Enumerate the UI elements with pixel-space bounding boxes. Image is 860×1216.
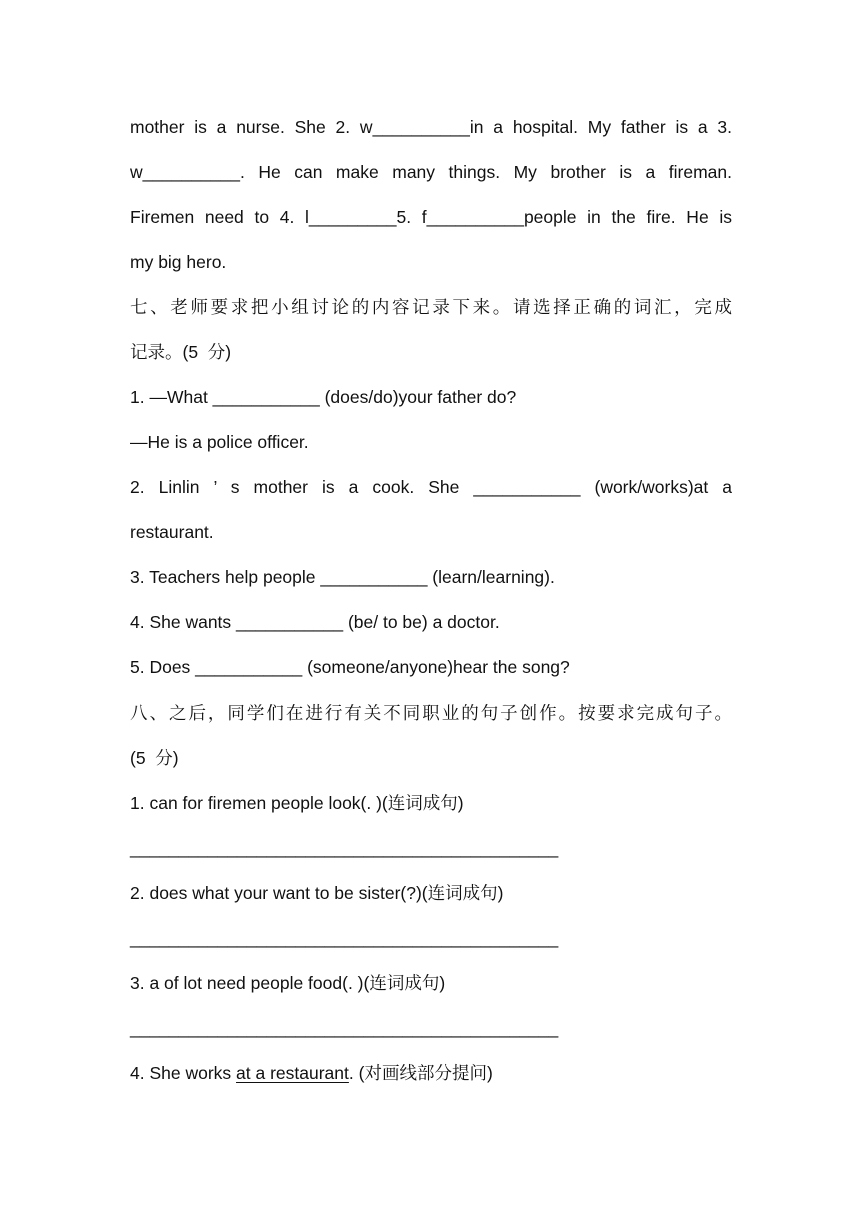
passage-line-4: my big hero. [130,252,227,272]
answer-blank-2[interactable]: ____________________________________________ [130,928,559,948]
question-4-prefix: 4. She works [130,1063,237,1083]
passage-line-1: mother is a nurse. She 2. w__________in a hospital. My father is a 3. [130,117,732,137]
section7-question-5: 5. Does ___________ (someone/anyone)hear the song? [130,657,570,677]
section8-heading: 八、之后，同学们在进行有关不同职业的句子创作。按要求完成句子。 [130,703,732,723]
passage-line-3: Firemen need to 4. l_________5. f__________people in the fire. He is [130,207,732,227]
section7-question-1-answer: —He is a police officer. [130,432,309,452]
section7-question-2: 2. Linlin ’ s mother is a cook. She ___________ (work/works)at a [130,477,732,497]
underlined-phrase: at a restaurant [236,1063,349,1083]
section8-question-4 [130,1062,493,1084]
section8-question-2: 2. does what your want to be sister(?)(连词成句) [130,883,504,903]
section8-question-1: 1. can for firemen people look(. )(连词成句) [130,793,464,813]
section8-question-3: 3. a of lot need people food(. )(连词成句) [130,973,446,993]
question-4-suffix: . (对画线部分提问) [348,1063,493,1083]
section7-question-4: 4. She wants ___________ (be/ to be) a doctor. [130,612,500,632]
section7-question-3: 3. Teachers help people ___________ (learn/learning). [130,567,555,587]
section7-heading-cont: 记录。(5 分) [130,342,232,362]
answer-blank-1[interactable]: ____________________________________________ [130,838,559,858]
section7-question-2-cont: restaurant. [130,522,214,542]
section7-question-1: 1. —What ___________ (does/do)your father do? [130,387,517,407]
section7-heading: 七、老师要求把小组讨论的内容记录下来。请选择正确的词汇，完成 [130,297,732,317]
answer-blank-3[interactable]: ____________________________________________ [130,1018,559,1038]
passage-line-2: w__________. He can make many things. My brother is a fireman. [130,162,732,182]
section8-heading-cont: (5 分) [130,748,179,768]
